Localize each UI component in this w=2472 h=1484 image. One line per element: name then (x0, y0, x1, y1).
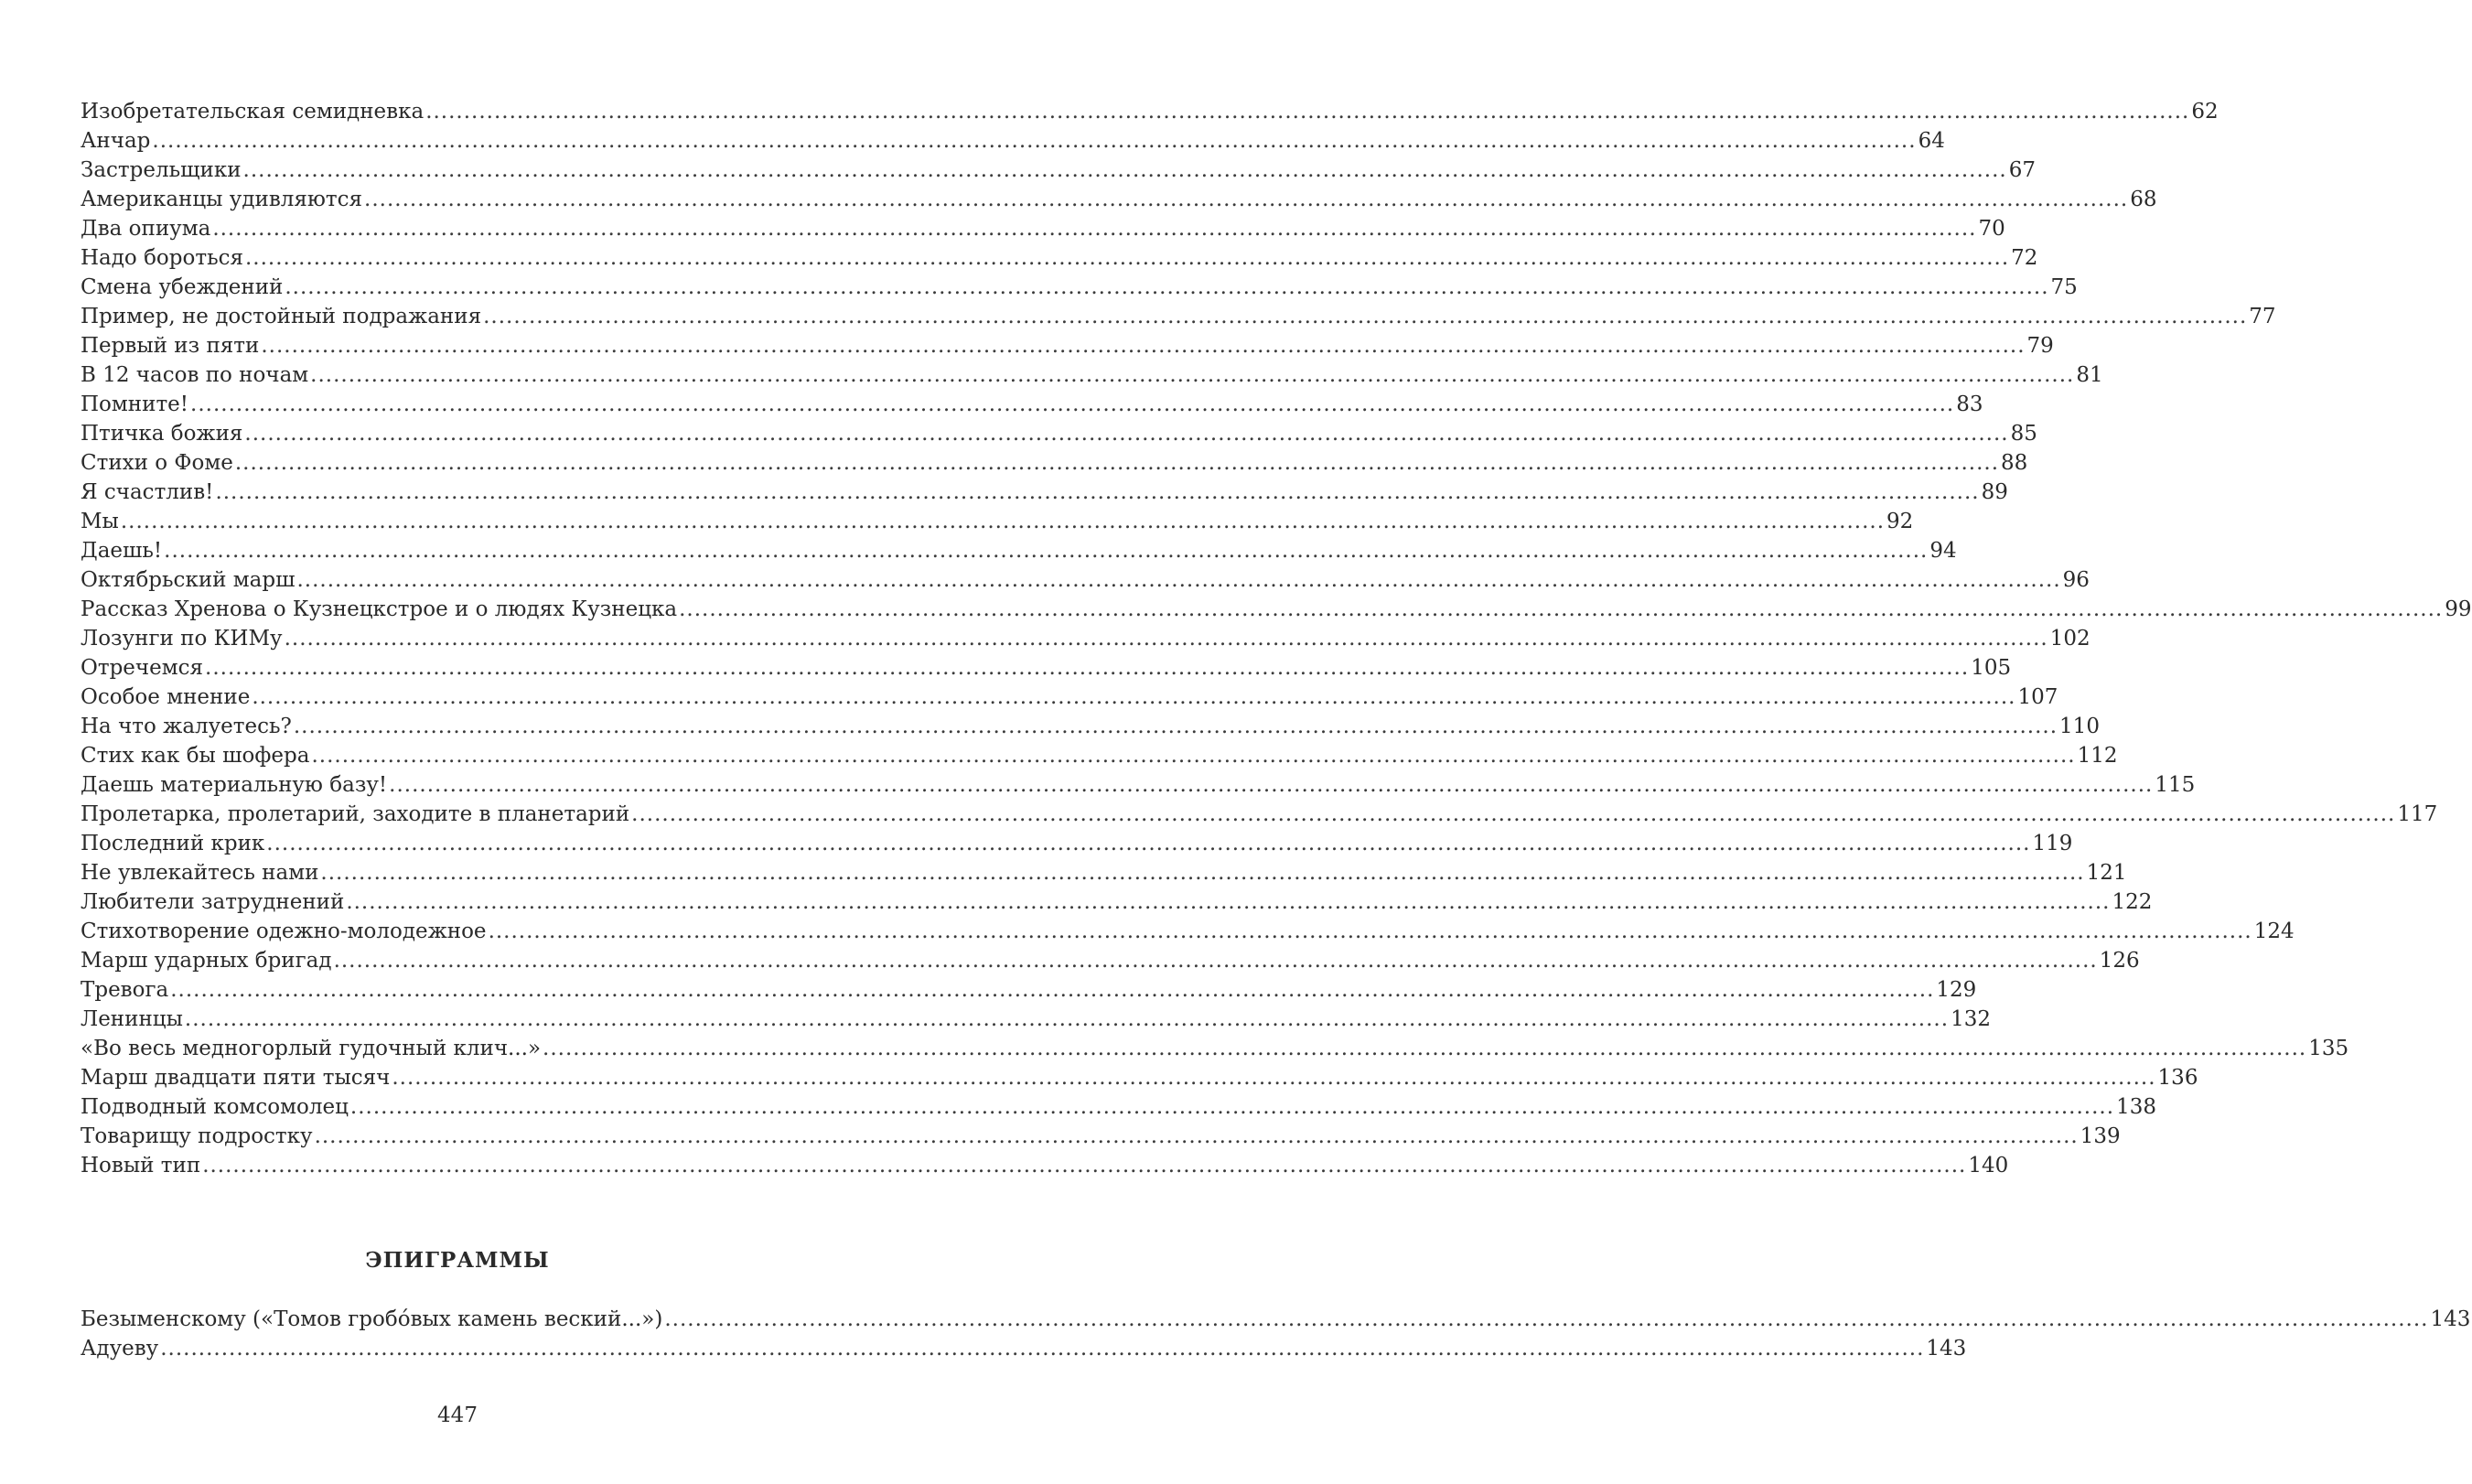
toc-entry-page: 143 (2430, 1307, 2471, 1331)
toc-entry-page: 99 (2445, 597, 2472, 621)
toc-entry (81, 1063, 2198, 1092)
toc-dot-leader (164, 536, 1928, 565)
toc-entry-page: 72 (2011, 246, 2038, 270)
toc-entry-title: Не увлекайтесь нами (81, 861, 319, 885)
toc-entry-page: 126 (2099, 949, 2140, 973)
toc-dot-leader (311, 741, 2075, 770)
toc-entry-title: Стихи о Фоме (81, 451, 233, 475)
toc-entry-page: 77 (2249, 305, 2276, 328)
toc-entry-title: Отречемся (81, 656, 204, 680)
toc-entry (81, 419, 2037, 448)
toc-entry (81, 858, 2127, 887)
toc-entry-title: Лозунги по КИМу (81, 627, 283, 651)
toc-dot-leader (310, 360, 2074, 390)
toc-entry-title: «Во весь медногорлый гудочный клич...» (81, 1037, 542, 1060)
page-number: 447 (437, 1403, 478, 1427)
toc-entry-page: 140 (1968, 1154, 2009, 1178)
toc-entry-page: 143 (1926, 1337, 1967, 1360)
toc-entry (81, 770, 2196, 800)
toc-dot-leader (185, 1005, 1949, 1034)
toc-entry-title: Подводный комсомолец (81, 1095, 349, 1119)
toc-dot-leader (320, 858, 2084, 887)
toc-dot-leader (285, 624, 2048, 653)
toc-entry-title: Стихотворение одежно-молодежное (81, 919, 487, 943)
toc-entry (81, 683, 2058, 712)
toc-entry (81, 1092, 2156, 1122)
toc-dot-leader (243, 156, 2007, 185)
toc-entry-page: 110 (2059, 715, 2100, 738)
toc-dot-leader (252, 683, 2015, 712)
toc-entry-page: 132 (1951, 1007, 1991, 1031)
toc-entry (81, 448, 2028, 478)
toc-entry-title: Пролетарка, пролетарий, заходите в планетарий (81, 802, 630, 826)
toc-entry (81, 243, 2038, 273)
toc-entry-title: Безыменскому («Томов гробóвых камень веский...») (81, 1307, 663, 1331)
toc-entry-page: 115 (2155, 773, 2196, 797)
toc-entry (81, 1305, 2471, 1334)
toc-entry-page: 83 (1956, 393, 1983, 416)
toc-entry-title: Даешь! (81, 539, 163, 563)
toc-entry-page: 139 (2080, 1124, 2121, 1148)
toc-dot-leader (244, 419, 2008, 448)
toc-entry (81, 565, 2090, 595)
toc-entry-page: 121 (2086, 861, 2127, 885)
toc-entry (81, 946, 2140, 975)
toc-entry-page: 105 (1971, 656, 2012, 680)
toc-dot-leader (364, 185, 2128, 214)
toc-entry-page: 88 (2001, 451, 2028, 475)
toc-dot-leader (631, 800, 2395, 829)
toc-entry-title: Последний крик (81, 832, 265, 855)
toc-entry (81, 273, 2078, 302)
toc-entry-title: Мы (81, 510, 119, 533)
toc-entry (81, 887, 2153, 917)
toc-entry-title: Застрельщики (81, 158, 242, 182)
toc-entry-title: Новый тип (81, 1154, 201, 1178)
toc-entry-title: Помните! (81, 393, 189, 416)
toc-entry-title: Даешь материальную базу! (81, 773, 388, 797)
toc-dot-leader (350, 1092, 2114, 1122)
toc-dot-leader (152, 126, 1916, 156)
toc-entry-title: Американцы удивляются (81, 188, 363, 211)
toc-entry-page: 85 (2010, 422, 2037, 446)
toc-entry-title: Ленинцы (81, 1007, 183, 1031)
toc-entry-page: 129 (1936, 978, 1977, 1002)
toc-entry-page: 96 (2062, 568, 2090, 592)
toc-dot-leader (285, 273, 2048, 302)
toc-entry-page: 124 (2253, 919, 2295, 943)
toc-entry-title: Тревога (81, 978, 169, 1002)
toc-entry-page: 102 (2049, 627, 2090, 651)
toc-dot-leader (346, 887, 2110, 917)
toc-entry-page: 79 (2026, 334, 2054, 358)
toc-entry (81, 741, 2118, 770)
toc-entry (81, 302, 2276, 331)
toc-entry-title: Адуеву (81, 1337, 159, 1360)
toc-entry-title: Любители затруднений (81, 890, 345, 914)
toc-entry (81, 1151, 2009, 1180)
toc-dot-leader (483, 302, 2247, 331)
toc-dot-leader (425, 97, 2189, 126)
toc-entry (81, 1334, 1967, 1363)
toc-entry (81, 126, 1945, 156)
toc-entry-title: Надо бороться (81, 246, 243, 270)
toc-entry-page: 70 (1978, 217, 2005, 241)
toc-entry (81, 360, 2103, 390)
toc-entry (81, 712, 2100, 741)
toc-entry-title: Смена убеждений (81, 275, 284, 299)
toc-entry-title: Октябрьский марш (81, 568, 296, 592)
toc-dot-leader (160, 1334, 1924, 1363)
toc-entry-page: 136 (2157, 1066, 2198, 1090)
toc-entry (81, 1005, 1991, 1034)
toc-entry (81, 156, 2036, 185)
toc-entry-page: 67 (2008, 158, 2036, 182)
toc-entry-page: 68 (2130, 188, 2157, 211)
toc-entry-title: Птичка божия (81, 422, 243, 446)
toc-main-list (81, 97, 2472, 1180)
toc-entry (81, 507, 1914, 536)
toc-epigrams-list (81, 1305, 2471, 1363)
toc-entry-page: 122 (2112, 890, 2153, 914)
toc-entry-page: 94 (1929, 539, 1957, 563)
toc-dot-leader (261, 331, 2025, 360)
toc-entry (81, 536, 1957, 565)
toc-entry-title: Изобретательская семидневка (81, 100, 425, 124)
toc-entry-title: Два опиума (81, 217, 211, 241)
toc-entry (81, 1122, 2121, 1151)
toc-entry-title: Стих как бы шофера (81, 744, 310, 768)
toc-dot-leader (297, 565, 2061, 595)
toc-dot-leader (245, 243, 2009, 273)
toc-dot-leader (170, 975, 1934, 1005)
toc-entry (81, 800, 2438, 829)
toc-dot-leader (664, 1305, 2428, 1334)
toc-dot-leader (389, 770, 2153, 800)
toc-entry-title: Пример, не достойный подражания (81, 305, 482, 328)
toc-entry-page: 64 (1918, 129, 1945, 153)
toc-entry (81, 829, 2073, 858)
toc-entry-title: В 12 часов по ночам (81, 363, 309, 387)
toc-entry-title: Марш ударных бригад (81, 949, 332, 973)
toc-entry-title: Товарищу подростку (81, 1124, 313, 1148)
toc-entry-title: Рассказ Хренова о Кузнецкстрое и о людях Кузнецка (81, 597, 678, 621)
toc-entry-page: 81 (2076, 363, 2103, 387)
toc-dot-leader (190, 390, 1954, 419)
toc-dot-leader (392, 1063, 2155, 1092)
toc-entry-page: 117 (2397, 802, 2438, 826)
toc-entry (81, 975, 1977, 1005)
toc-dot-leader (543, 1034, 2306, 1063)
toc-entry-title: На что жалуетесь? (81, 715, 292, 738)
toc-dot-leader (235, 448, 1999, 478)
toc-entry (81, 653, 2012, 683)
toc-entry (81, 97, 2219, 126)
toc-dot-leader (489, 917, 2252, 946)
toc-entry-page: 107 (2017, 685, 2058, 709)
toc-dot-leader (679, 595, 2443, 624)
toc-entry-title: Особое мнение (81, 685, 251, 709)
toc-entry-title: Анчар (81, 129, 151, 153)
toc-dot-leader (121, 507, 1885, 536)
toc-dot-leader (334, 946, 2098, 975)
toc-entry (81, 624, 2090, 653)
toc-dot-leader (205, 653, 1969, 683)
toc-entry (81, 185, 2157, 214)
toc-dot-leader (294, 712, 2058, 741)
toc-entry-title: Марш двадцати пяти тысяч (81, 1066, 391, 1090)
toc-entry (81, 1034, 2349, 1063)
toc-entry (81, 478, 2008, 507)
toc-entry-title: Первый из пяти (81, 334, 260, 358)
toc-entry-page: 89 (1981, 480, 2008, 504)
toc-entry (81, 214, 2005, 243)
toc-dot-leader (315, 1122, 2079, 1151)
toc-dot-leader (212, 214, 1976, 243)
toc-entry (81, 917, 2295, 946)
toc-entry-title: Я счастлив! (81, 480, 214, 504)
toc-entry (81, 331, 2054, 360)
toc-entry-page: 135 (2308, 1037, 2349, 1060)
toc-entry (81, 595, 2472, 624)
toc-entry-page: 75 (2050, 275, 2078, 299)
toc-entry-page: 119 (2032, 832, 2073, 855)
toc-entry-page: 138 (2116, 1095, 2156, 1119)
toc-entry (81, 390, 1983, 419)
toc-entry-page: 112 (2077, 744, 2118, 768)
toc-dot-leader (202, 1151, 1966, 1180)
section-heading-epigrams: ЭПИГРАММЫ (365, 1248, 550, 1273)
toc-entry-page: 62 (2191, 100, 2219, 124)
toc-entry-page: 92 (1886, 510, 1914, 533)
toc-dot-leader (215, 478, 1979, 507)
toc-dot-leader (266, 829, 2030, 858)
